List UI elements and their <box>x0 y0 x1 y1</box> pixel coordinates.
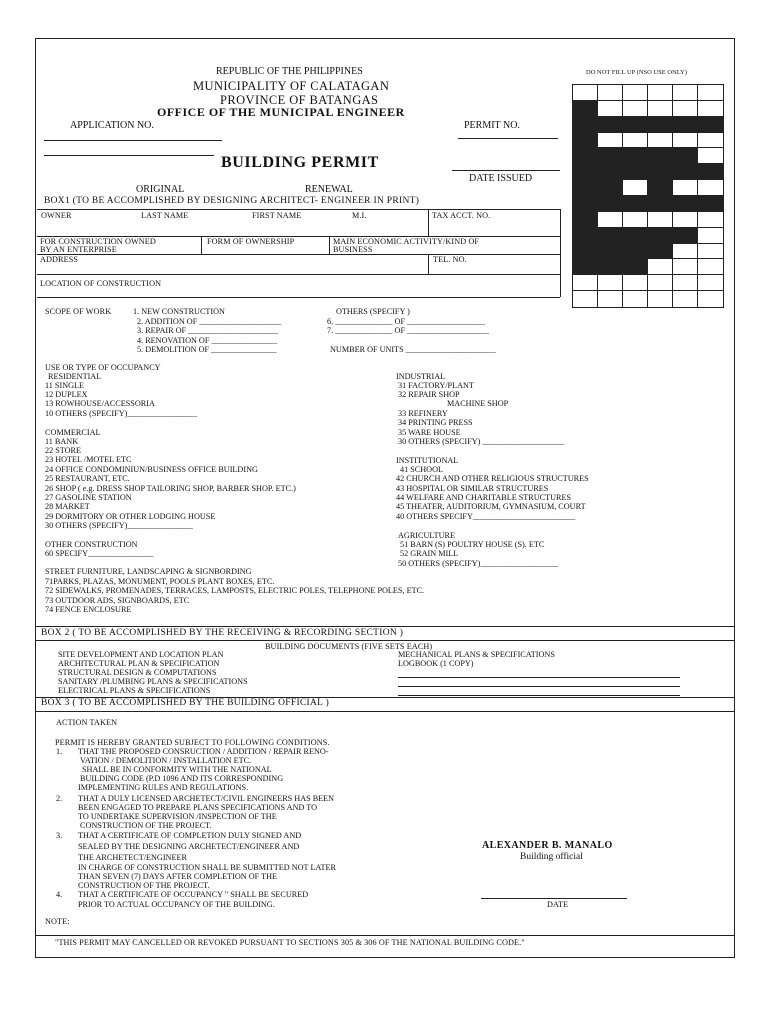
commercial-item: 25 RESTAURANT, ETC. <box>45 474 130 483</box>
box1-right-edge <box>560 209 561 297</box>
tax-divider <box>428 209 429 236</box>
original-label: ORIGINAL <box>136 184 185 195</box>
nso-grid-cell <box>648 259 673 275</box>
nso-grid-cell <box>673 133 698 149</box>
mi-label: M.I. <box>352 211 367 220</box>
nso-grid-cell <box>573 117 598 133</box>
nso-grid-cell <box>573 244 598 260</box>
scope-label: SCOPE OF WORK <box>45 307 112 316</box>
box1-bottom-rule <box>37 297 560 298</box>
industrial-item: 30 OTHERS (SPECIFY) ____________________ <box>398 437 565 446</box>
nso-grid-cell <box>673 164 698 180</box>
nso-grid-cell <box>623 291 648 307</box>
nso-grid-cell <box>598 228 623 244</box>
do-not-fill-label: DO NOT FILL UP (NSO USE ONLY) <box>586 69 687 76</box>
nso-grid-cell <box>698 117 723 133</box>
nso-grid-cell <box>598 196 623 212</box>
other-construction-item: 74 FENCE ENCLOSURE <box>45 605 132 614</box>
scope-others-label: OTHERS (SPECIFY ) <box>336 307 410 316</box>
nso-grid-cell <box>698 291 723 307</box>
box1-rule-3 <box>37 274 560 275</box>
institutional-item: 41 SCHOOL <box>400 465 443 474</box>
institutional-heading: INSTITUTIONAL <box>396 456 459 465</box>
occupancy-title: USE OR TYPE OF OCCUPANCY <box>45 363 161 372</box>
other-construction-item: 60 SPECIFY________________ <box>45 549 154 558</box>
agriculture-heading: AGRICULTURE <box>398 531 456 540</box>
other-construction-item: 71PARKS, PLAZAS, MONUMENT, POOLS PLANT BOXES, ETC. <box>45 577 275 586</box>
condition-line: THAT A CERTIFICATE OF OCCUPANCY " SHALL BE SECURED <box>78 890 309 899</box>
commercial-item: 11 BANK <box>45 437 79 446</box>
note-label: NOTE: <box>45 917 70 926</box>
condition-line: IN CHARGE OF CONSTRUCTION SHALL BE SUBMITTED NOT LATER <box>78 863 336 872</box>
condition-line: BUILDING CODE (P.D 1096 AND ITS CORRESPONDING <box>80 774 284 783</box>
nso-grid-cell <box>698 164 723 180</box>
nso-grid-cell <box>573 259 598 275</box>
industrial-item: MACHINE SHOP <box>447 399 509 408</box>
nso-grid-cell <box>598 212 623 228</box>
last-name-label: LAST NAME <box>141 211 189 220</box>
nso-grid-cell <box>648 275 673 291</box>
agriculture-item: 51 BARN (S) POULTRY HOUSE (S). ETC <box>400 540 545 549</box>
nso-grid-cell <box>648 228 673 244</box>
nso-grid-cell <box>623 196 648 212</box>
residential-item: 11 SINGLE <box>45 381 85 390</box>
commercial-item: 26 SHOP ( e.g. DRESS SHOP TAILORING SHOP, BARBER SHOP. ETC.) <box>45 484 296 493</box>
nso-grid-cell <box>698 133 723 149</box>
nso-grid-cell <box>698 275 723 291</box>
nso-grid-cell <box>623 259 648 275</box>
first-name-label: FIRST NAME <box>252 211 302 220</box>
condition-line: THAN SEVEN (7) DAYS AFTER COMPLETION OF THE <box>78 872 278 881</box>
document-item: STRUCTURAL DESIGN & COMPUTATIONS <box>58 668 217 677</box>
nso-grid-cell <box>623 212 648 228</box>
nso-grid-cell <box>623 275 648 291</box>
nso-grid-cell <box>573 164 598 180</box>
institutional-item: 44 WELFARE AND CHARITABLE STRUCTURES <box>396 493 572 502</box>
other-construction-item: 73 OUTDOOR ADS, SIGNBOARDS, ETC <box>45 596 190 605</box>
official-title: Building official <box>520 852 583 862</box>
nso-grid-cell <box>648 196 673 212</box>
nso-grid-cell <box>673 101 698 117</box>
condition-line: CONSTRUCTION OF THE PROJECT. <box>80 821 212 830</box>
commercial-item: 27 GASOLINE STATION <box>45 493 132 502</box>
condition-line: PRIOR TO ACTUAL OCCUPANCY OF THE BUILDING. <box>78 900 275 909</box>
nso-grid-cell <box>673 228 698 244</box>
scope-other-6: 6. ______________ OF ___________________ <box>327 317 485 326</box>
nso-grid-cell <box>573 275 598 291</box>
scope-other-7: 7. ______________ OF ____________________ <box>327 326 489 335</box>
enterprise-label: BY AN ENTERPRISE <box>40 245 117 254</box>
condition-line: IMPLEMENTING RULES AND REGULATIONS. <box>78 783 249 792</box>
condition-line: THAT A CERTIFICATE OF COMPLETION DULY SIGNED AND <box>78 831 302 840</box>
nso-grid-cell <box>673 180 698 196</box>
office-heading: OFFICE OF THE MUNICIPAL ENGINEER <box>157 105 405 119</box>
document-item: MECHANICAL PLANS & SPECIFICATIONS <box>398 650 555 659</box>
nso-grid-cell <box>623 148 648 164</box>
industrial-heading: INDUSTRIAL <box>396 372 446 381</box>
footer-rule <box>35 935 735 936</box>
industrial-item: 32 REPAIR SHOP <box>398 390 460 399</box>
economic-activity-label: MAIN ECONOMIC ACTIVITY/KIND OF <box>333 237 480 246</box>
nso-grid-cell <box>698 212 723 228</box>
nso-grid-cell <box>648 180 673 196</box>
box2-blank-line-3[interactable] <box>398 695 680 696</box>
nso-grid-cell <box>698 196 723 212</box>
scope-item-3: 3. REPAIR OF ______________________ <box>137 326 279 335</box>
institutional-item: 40 OTHERS SPECIFY_________________________ <box>396 512 576 521</box>
municipality-heading: MUNICIPALITY OF CALATAGAN <box>193 79 390 93</box>
nso-grid-cell <box>673 117 698 133</box>
document-item: SANITARY /PLUMBING PLANS & SPECIFICATIONS <box>58 677 248 686</box>
agriculture-item: 52 GRAIN MILL <box>400 549 459 558</box>
nso-grid-cell <box>648 101 673 117</box>
box3-title: BOX 3 ( TO BE ACCOMPLISHED BY THE BUILDING OFFICIAL ) <box>41 698 330 708</box>
commercial-item: 29 DORMITORY OR OTHER LODGING HOUSE <box>45 512 216 521</box>
box2-title-rule <box>35 640 735 641</box>
nso-grid-cell <box>648 244 673 260</box>
nso-grid-cell <box>648 212 673 228</box>
condition-number: 1. <box>56 747 63 756</box>
institutional-item: 43 HOSPITAL OR SIMILAR STRUCTURES <box>396 484 549 493</box>
other-construction-heading: OTHER CONSTRUCTION <box>45 540 138 549</box>
nso-grid-cell <box>598 275 623 291</box>
document-item: SITE DEVELOPMENT AND LOCATION PLAN <box>58 650 224 659</box>
nso-grid-cell <box>698 148 723 164</box>
nso-grid-cell <box>648 85 673 101</box>
document-title: BUILDING PERMIT <box>221 154 379 171</box>
nso-grid-cell <box>673 259 698 275</box>
nso-grid-cell <box>573 291 598 307</box>
condition-line: THAT THE PROPOSED CONSRUCTION / ADDITION / REPAIR RENO- <box>78 747 329 756</box>
nso-grid-cell <box>673 212 698 228</box>
other-construction-item: STREET FURNITURE, LANDSCAPING & SIGNBORDING <box>45 567 252 576</box>
tel-no-label: TEL. NO. <box>433 255 467 264</box>
tel-divider <box>428 254 429 274</box>
condition-number: 2. <box>56 794 63 803</box>
republic-heading: REPUBLIC OF THE PHILIPPINES <box>216 66 363 77</box>
nso-grid-cell <box>573 212 598 228</box>
form-ownership-label: FORM OF OWNERSHIP <box>207 237 295 246</box>
date-issued-line[interactable] <box>452 170 560 171</box>
residential-item: 12 DUPLEX <box>45 390 88 399</box>
other-construction-item: 72 SIDEWALKS, PROMENADES, TERRACES, LAMPOSTS, ELECTRIC POLES, TELEPHONE POLES, ETC. <box>45 586 425 595</box>
building-docs-heading: BUILDING DOCUMENTS (FIVE SETS EACH) <box>265 642 433 651</box>
residential-item: 10 OTHERS (SPECIFY)_________________ <box>45 409 197 418</box>
nso-grid-cell <box>648 133 673 149</box>
nso-grid-cell <box>623 101 648 117</box>
nso-grid-cell <box>623 244 648 260</box>
nso-grid-cell <box>648 291 673 307</box>
nso-grid-cell <box>573 180 598 196</box>
nso-grid-cell <box>648 117 673 133</box>
permit-no-label: PERMIT NO. <box>464 120 520 131</box>
scope-item-1: 1. NEW CONSTRUCTION <box>133 307 225 316</box>
nso-grid-cell <box>573 196 598 212</box>
ownership-divider-1 <box>201 236 202 254</box>
residential-heading: RESIDENTIAL <box>48 372 102 381</box>
commercial-item: 24 OFFICE CONDOMINIUN/BUSINESS OFFICE BUILDING <box>45 465 258 474</box>
nso-grid-cell <box>598 180 623 196</box>
number-of-units: NUMBER OF UNITS ______________________ <box>330 345 496 354</box>
industrial-item: 33 REFINERY <box>398 409 448 418</box>
industrial-item: 34 PRINTING PRESS <box>398 418 473 427</box>
residential-item: 13 ROWHOUSE/ACCESSORIA <box>45 399 155 408</box>
nso-grid-cell <box>673 85 698 101</box>
condition-line: TO UNDERTAKE SUPERVISION /INSPECTION OF THE <box>78 812 277 821</box>
date-label: DATE <box>547 900 569 909</box>
condition-line: SEALED BY THE DESIGNING ARCHETECT/ENGINEER AND <box>78 842 300 851</box>
nso-grid-cell <box>648 164 673 180</box>
document-item: LOGBOOK (1 COPY) <box>398 659 474 668</box>
construction-owned-label: FOR CONSTRUCTION OWNED <box>40 237 156 246</box>
nso-grid-cell <box>598 133 623 149</box>
nso-grid-cell <box>698 85 723 101</box>
granted-statement: PERMIT IS HEREBY GRANTED SUBJECT TO FOLLOWING CONDITIONS. <box>55 738 330 747</box>
box2-blank-line-1[interactable] <box>398 677 680 678</box>
date-signature-line[interactable] <box>481 898 627 899</box>
province-heading: PROVINCE OF BATANGAS <box>220 93 379 107</box>
tax-acct-label: TAX ACCT. NO. <box>432 211 491 220</box>
commercial-item: 30 OTHERS (SPECIFY)________________ <box>45 521 193 530</box>
nso-grid-cell <box>673 244 698 260</box>
permit-no-line[interactable] <box>458 138 558 139</box>
box2-blank-line-2[interactable] <box>398 686 680 687</box>
nso-grid-cell <box>623 180 648 196</box>
nso-grid-cell <box>598 148 623 164</box>
nso-grid-cell <box>698 259 723 275</box>
commercial-item: 22 STORE <box>45 446 82 455</box>
box3-title-rule <box>35 711 735 712</box>
application-no-line-2[interactable] <box>44 155 214 156</box>
nso-grid-cell <box>598 244 623 260</box>
nso-grid-cell <box>573 85 598 101</box>
condition-line: SHALL BE IN CONFORMITY WITH THE NATIONAL <box>82 765 272 774</box>
condition-line: THAT A DULY LICENSED ARCHETECT/CIVIL ENGINEERS HAS BEEN <box>78 794 335 803</box>
institutional-item: 45 THEATER, AUDITORIUM, GYMNASIUM, COURT <box>396 502 586 511</box>
condition-number: 3. <box>56 831 63 840</box>
agriculture-item: 50 OTHERS (SPECIFY)___________________ <box>398 559 559 568</box>
renewal-label: RENEWAL <box>305 184 353 195</box>
scope-item-2: 2. ADDITION OF ____________________ <box>137 317 282 326</box>
document-item: ARCHITECTURAL PLAN & SPECIFICATION <box>58 659 220 668</box>
box1-top-rule <box>37 209 560 210</box>
nso-grid-cell <box>623 164 648 180</box>
nso-grid-cell <box>673 196 698 212</box>
date-issued-label: DATE ISSUED <box>469 173 533 184</box>
commercial-item: 23 HOTEL /MOTEL ETC <box>45 455 132 464</box>
condition-line: THE ARCHETECT/ENGINEER <box>78 853 187 862</box>
action-taken-label: ACTION TAKEN <box>56 718 118 727</box>
industrial-item: 35 WARE HOUSE <box>398 428 461 437</box>
scope-item-5: 5. DEMOLITION OF ________________ <box>137 345 277 354</box>
nso-grid-cell <box>598 117 623 133</box>
industrial-item: 31 FACTORY/PLANT <box>398 381 474 390</box>
nso-grid-cell <box>623 228 648 244</box>
nso-grid-cell <box>673 275 698 291</box>
scope-item-4: 4. RENOVATION OF ________________ <box>137 336 277 345</box>
nso-grid-cell <box>673 148 698 164</box>
document-item: ELECTRICAL PLANS & SPECIFICATIONS <box>58 686 211 695</box>
commercial-item: 28 MARKET <box>45 502 90 511</box>
box2-title: BOX 2 ( TO BE ACCOMPLISHED BY THE RECEIVING & RECORDING SECTION ) <box>41 628 404 638</box>
business-label: BUSINESS <box>333 245 373 254</box>
nso-grid-cell <box>573 101 598 117</box>
owner-label: OWNER <box>41 211 72 220</box>
nso-grid-cell <box>598 101 623 117</box>
nso-grid-cell <box>698 244 723 260</box>
address-label: ADDRESS <box>40 255 79 264</box>
commercial-heading: COMMERCIAL <box>45 428 101 437</box>
nso-grid-cell <box>573 228 598 244</box>
nso-grid-cell <box>698 180 723 196</box>
box2-top-rule <box>35 626 735 627</box>
nso-grid-cell <box>673 291 698 307</box>
nso-grid-cell <box>598 259 623 275</box>
condition-number: 4. <box>56 890 63 899</box>
nso-grid-cell <box>648 148 673 164</box>
application-no-label: APPLICATION NO. <box>70 120 154 131</box>
condition-line: BEEN ENGAGED TO PREPARE PLANS SPECIFICATIONS AND TO <box>78 803 318 812</box>
nso-grid-cell <box>598 85 623 101</box>
condition-line: VATION / DEMOLITION / INSTALLATION ETC. <box>80 756 252 765</box>
nso-grid-cell <box>698 101 723 117</box>
nso-grid-cell <box>598 164 623 180</box>
nso-grid-cell <box>573 133 598 149</box>
footer-notice: "THIS PERMIT MAY CANCELLED OR REVOKED PURSUANT TO SECTIONS 305 & 306 OF THE NATIONAL BUILDING CODE." <box>55 938 525 947</box>
nso-grid-cell <box>623 133 648 149</box>
box1-title: BOX1 (TO BE ACCOMPLISHED BY DESIGNING ARCHITECT- ENGINEER IN PRINT) <box>44 196 420 206</box>
location-label: LOCATION OF CONSTRUCTION <box>40 279 162 288</box>
nso-grid-cell <box>598 291 623 307</box>
institutional-item: 42 CHURCH AND OTHER RELIGIOUS STRUCTURES <box>396 474 589 483</box>
ownership-divider-2 <box>329 236 330 254</box>
application-no-line[interactable] <box>44 140 222 141</box>
condition-line: CONSTRUCTION OF THE PROJECT. <box>78 881 210 890</box>
nso-grid-cell <box>623 85 648 101</box>
official-name: ALEXANDER B. MANALO <box>482 840 613 851</box>
nso-grid-cell <box>623 117 648 133</box>
nso-grid <box>572 84 724 308</box>
nso-grid-cell <box>573 148 598 164</box>
nso-grid-cell <box>698 228 723 244</box>
